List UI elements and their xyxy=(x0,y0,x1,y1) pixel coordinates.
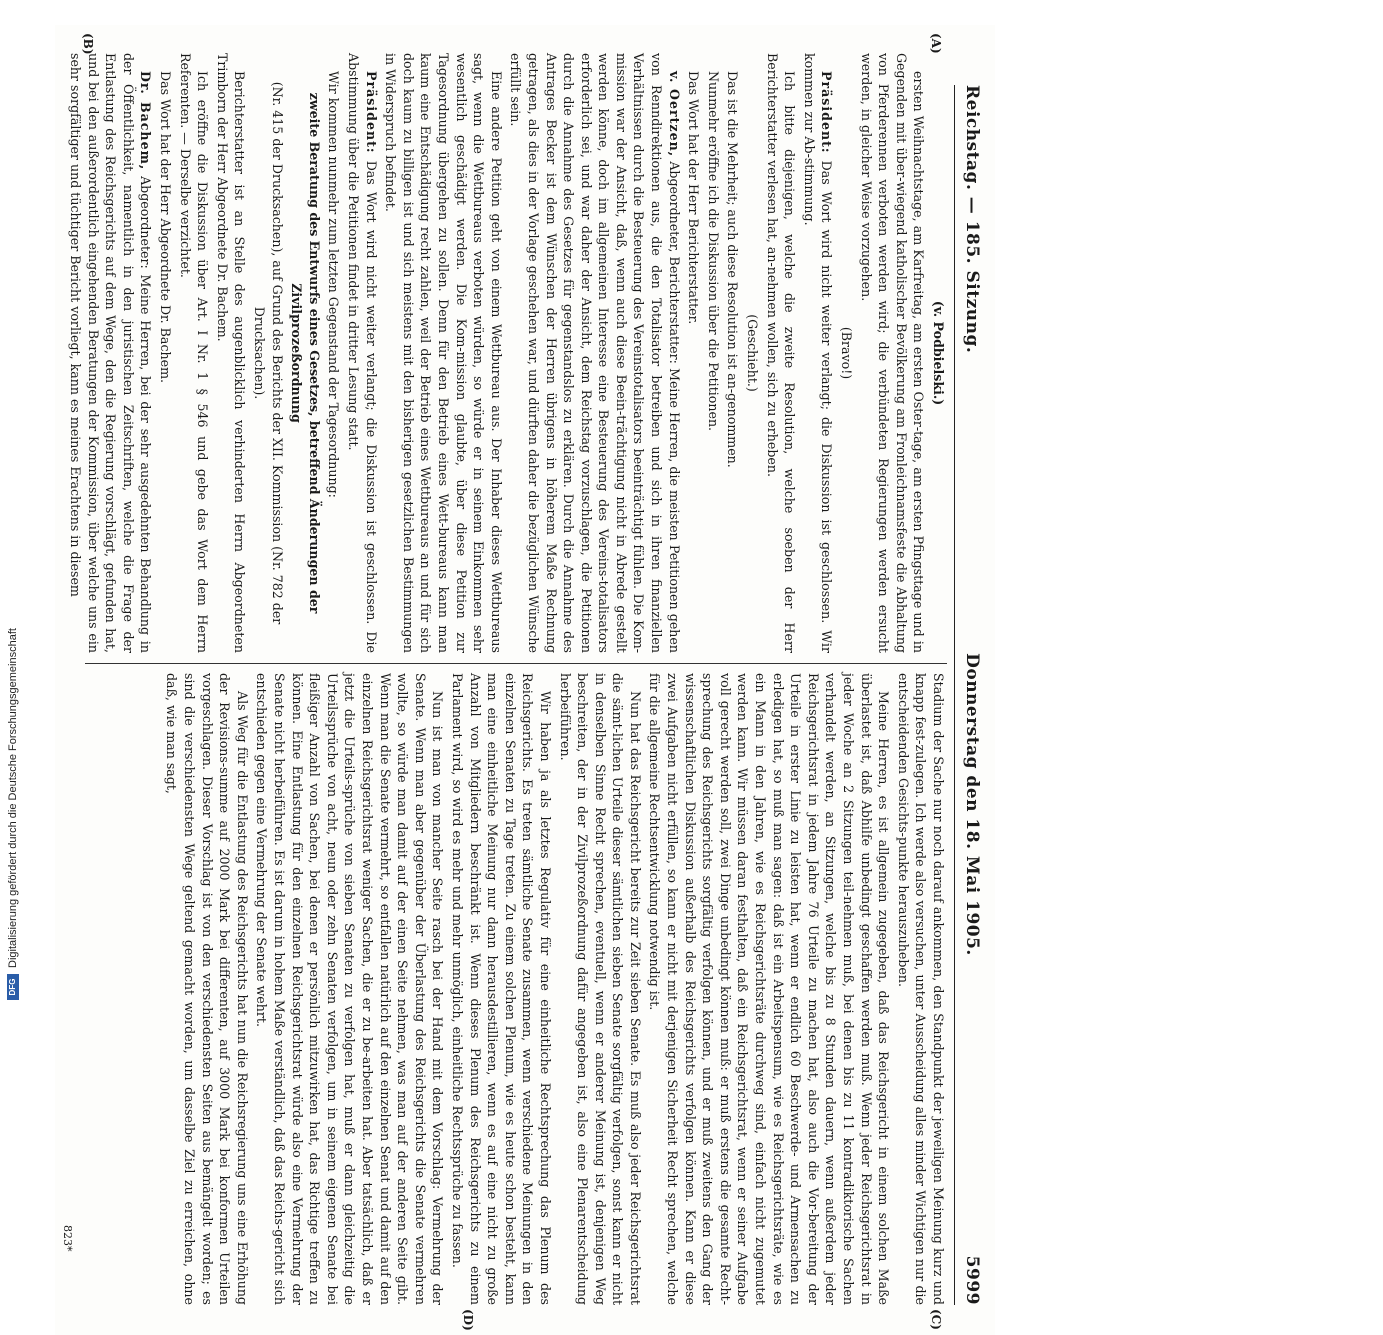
paragraph: Ich bitte diejenigen, welche die zweite Resolution, welche soeben der Herr Berichterstatter verlesen hat, an-nehmen wollen, sich zu erheben. xyxy=(764,53,798,653)
paragraph: Präsident: Das Wort wird nicht weiter verlangt; die Diskussion ist geschlossen. Wir kommen zur Ab-stimmung. xyxy=(801,53,835,653)
margin-mark-a: (A) xyxy=(929,33,943,54)
agenda-item-reference: (Nr. 415 der Drucksachen), auf Grund des Berichts der XII. Kommission (Nr. 782 der Drucksachen). xyxy=(252,81,285,625)
speaker-name: Präsident: xyxy=(819,71,835,154)
paragraph: v. Oertzen, Abgeordneter, Berichterstatter: Meine Herren, die meisten Petitionen gehen von Renndirektionen aus, die den Totalisator betreiben und sich in ihren finanziellen Verhältnissen durch die Besteuerung des Vereinstotalisators beeinträchtigt fühlen. Die Kom-mission war der Ansicht, daß, wenn auch diese Beein-trächtigung nicht in Abrede gestellt werden könne, doch im allgemeinen Interesse eine Besteuerung des Vereins-totalisators erforderlich sei, und war daher der Ansicht, dem Reichstag vorzuschlagen, die Petitionen durch die Annahme des Gesetzes für gegenstandslos zu erklären. Durch die Annahme des Antrages Becker ist dem Wünschen der Herren übrigens in höherem Maße Rechnung getragen, als dies in der Vorlage geschehen war, und dürften daher die bezüglichen Wünsche erfüllt sein. xyxy=(508,53,682,653)
paragraph: Als Weg für die Entlastung des Reichsgerichts hat nun die Reichsregierung uns eine Erhöhung der Revisions-summe auf 2000 Mark bei differenten, auf 3000 Mark bei konformen Urteilen vorgeschlagen. Dieser Vorschlag ist von den verschiedensten Seiten aus bemängelt worden; es sind die verschiedensten Wege geltend gemacht worden, um dasselbe Ziel zu erreichen, ohne daß, wie man sagt, xyxy=(164,673,250,1305)
paragraph: Präsident: Das Wort wird nicht weiter verlangt; die Diskussion ist geschlossen. Die Abstimmung über die Petitionen findet in dritter Lesung statt. xyxy=(346,53,379,653)
speaker-name: v. Oertzen, xyxy=(666,71,682,158)
paragraph: Das ist die Mehrheit; auch diese Resolution ist an-genommen. xyxy=(725,71,741,468)
paragraph: Ich eröffne die Diskussion über Art. I Nr. 1 § 546 und gebe das Wort dem Herrn Referenten. — Derselbe verzichtet. xyxy=(177,53,211,653)
paragraph: ersten Weihnachtstage, am Karfreitag, am ersten Oster-tage, am ersten Pfingsttage und in Gegenden mit über-wiegend katholischer Bevölkerung am Fronleichnamsfeste die Abhaltung von Pferderennen verboten werden wird; die verbündeten Regierungen werden ersucht werden, in gleicher Weise vorzugehen. xyxy=(858,53,927,653)
sheet-number: 823* xyxy=(61,1225,74,1252)
caption-text: Digitalisierung gefördert durch die Deutsche Forschungsgemeinschaft xyxy=(7,628,19,968)
paragraph: Eine andere Petition geht von einem Wettbureau aus. Der Inhaber dieses Wettbureaus sagt, wenn die Wettbureaus verboten würden, so würde er in seinem Einkommen sehr wesentlich geschädigt werden. Die Kom-mission glaubte, über diese Petition zur Tagesordnung übergehen zu sollen. Denn für den Betrieb eines Wett-bureaus kann man kaum eine Entschädigung recht zahlen, weil der Betrieb eines Wettbureaus an und für sich doch kaum zu billigen ist und sich meistens mit den bisherigen gesetzlichen Bestimmungen in Widerspruch befindet. xyxy=(383,53,504,653)
margin-mark-d: (D) xyxy=(461,1309,475,1331)
paragraph: Nunmehr eröffne ich die Diskussion über die Petitionen. xyxy=(705,71,721,432)
speaker-name: Präsident: xyxy=(363,71,379,154)
header-left: Reichstag. — 185. Sitzung. xyxy=(962,85,982,354)
dfg-logo-icon: DFG xyxy=(7,974,19,1000)
paragraph: Das Wort hat der Herr Abgeordnete Dr. Bachem. xyxy=(158,71,174,384)
paragraph: Nun ist man von mancher Seite rasch bei der Hand mit dem Vorschlag: Vermehrung der Senate. Wenn man aber gegenüber der Überlastung des Reichsgerichts die Senate vermehren wollte, so würde man damit auf der einen Seite nehmen, was man auf der anderen Seite gibt. Wenn man die Senate vermehrt, so entfallen natürlich auf den einzelnen Senat und damit auf den einzelnen Reichsgerichtsrat weniger Sachen, die er zu be-arbeiten hat. Aber tatsächlich, daß er jetzt die Urteils-sprüche von sieben Senaten zu verfolgen hat, muß er dann gleichzeitig die Urteilssprüche von acht, neun oder zehn Senaten verfolgen, um in seinem eigenen Senate bei fleißiger Anzahl von Sachen, bei denen er persönlich mitzuwirken hat, das Richtige treffen zu können. Eine Entlastung für den einzelnen Reichsgerichtsrat würde also eine Vermehrung der Senate nicht herbeiführen. Es ist darum in hohem Maße verständlich, daß das Reichs-gericht sich entschieden gegen eine Vermehrung der Senate wehrt. xyxy=(254,673,446,1305)
header-date: Donnerstag den 18. Mai 1905. xyxy=(962,653,982,956)
paragraph: Wir kommen nunmehr zum letzten Gegenstand der Tagesordnung: xyxy=(326,71,342,498)
scanned-page xyxy=(55,25,995,1335)
paragraph: Dr. Bachem, Abgeordneter: Meine Herren, bei der sehr ausgedehnten Behandlung in der Öffentlichkeit, namentlich in den juristischen Zeitschriften, welche die Frage der Entlastung des Reichsgerichts auf dem Wege, den die Regierung vorschlägt, gefunden hat, und bei den außerordentlich eingehenden Beratungen der Kommission, über welche uns ein sehr sorgfältiger und tüchtiger Bericht vorliegt, kann es meines Erachtens in diesem xyxy=(68,53,154,653)
paragraph: Wir haben ja als letztes Regulativ für eine einheitliche Rechtsprechung das Plenum des Reichsgerichts. Es treten sämtliche Senate zusammen, wenn verschiedene Meinungen in den einzelnen Senaten zu Tage treten. Zu einem solchen Plenum, wie es heute schon besteht, kann man eine einheitliche Meinung nur dann herausdestillieren, wenn es auf eine nicht zu große Anzahl von Mitgliedern beschränkt ist. Wenn dieses Plenum des Reichsgerichts zu einem Parlament wird, so wird es mehr und mehr unmöglich, einheitliche Rechtssprüche zu fassen. xyxy=(449,673,553,1305)
right-column xyxy=(85,673,947,1305)
interjection-geschieht: (Geschieht.) xyxy=(745,314,761,392)
agenda-item-title: zweite Beratung des Entwurfs eines Gesetzes, betreffend Änderungen der Zivilprozeßordnung xyxy=(289,92,322,614)
header-page-number: 5999 xyxy=(962,1255,982,1305)
margin-mark-b: (B) xyxy=(81,33,95,55)
speaker-name: Dr. Bachem, xyxy=(138,71,154,171)
interjection-bravo: (Bravo!) xyxy=(839,326,855,380)
paragraph: Nun hat das Reichsgericht bereits zur Zeit sieben Senate. Es muß also jeder Reichsgerichtsrat die sämt-lichen Urteile dieser sämtlichen sieben Senate sorgfältig verfolgen, sonst kann er nicht in denselben Sinne Recht sprechen, eventuell, wenn er anderer Meinung ist, denjenigen Weg beschreiten, der in der Zivilprozeßordnung dafür angegeben ist, also eine Plenarentscheidung herbeiführen. xyxy=(557,673,643,1305)
digitization-caption xyxy=(4,0,22,1000)
paragraph: Berichterstatter ist an Stelle des augenblicklich verhinderten Herrn Abgeordneten Trimborn der Herr Abgeordnete Dr. Bachem. xyxy=(214,53,248,653)
paragraph: Das Wort hat der Herr Berichterstatter. xyxy=(686,71,702,325)
paragraph: Stadium der Sache nur noch darauf ankommen, den Standpunkt der jeweiligen Meinung kurz und knapp fest-zulegen. Ich werde also versuchen, unter Ausscheidung alles minder Wichtigen nur die entscheidenden Gesichts-punkte herauszuheben. xyxy=(895,673,946,1305)
left-column xyxy=(68,53,947,653)
margin-mark-c: (C) xyxy=(929,1309,943,1330)
column-divider xyxy=(85,663,947,664)
page-header xyxy=(954,85,989,1305)
paragraph: Meine Herren, es ist allgemein zugegeben, daß das Reichsgericht in einem solchen Maße überlastet ist, daß Abhilfe unbedingt geschaffen werden muß. Wenn jeder Reichsgerichtsrat in jeder Woche an 2 Sitzungen teil-nehmen muß, bei denen bis zu 11 kontradiktorische Sachen verhandelt werden, an Sitzungen, welche bis zu 8 Stunden dauern, wenn außerdem jeder Reichsgerichtsrat in jedem Jahre 76 Urteile zu machen hat, also auch die Vor-bereitung der Urteile in erster Linie zu leisten hat, wenn er endlich 60 Beschwerde- und Armensachen zu erledigen hat, so muß man sagen: daß ist ein Arbeitspensum, wie es Reichsgerichtsräte, wie es ein Mann in den Jahren, wie es Reichsgerichtsräte durchweg sind, einfach nicht zugemutet werden kann. Wir müssen daran festhalten, daß ein Reichsgerichtsrat, wenn er seiner Aufgabe voll gerecht werden soll, zwei Dinge unbedingt können muß: er muß erstens die gesamte Recht-sprechung des Reichsgerichts sorgfältig verfolgen können, und er muß zweitens den Gang der wissenschaftlichen Diskussion außerhalb des Reichsgerichts verfolgen können. Kann er diese zwei Aufgaben nicht erfüllen, so kann er nicht mit derjenigen Sicherheit Recht sprechen, welche für die allgemeine Rechtsentwicklung notwendig ist. xyxy=(647,673,892,1305)
speaker-continuation: (v. Podbielski.) xyxy=(931,300,946,406)
